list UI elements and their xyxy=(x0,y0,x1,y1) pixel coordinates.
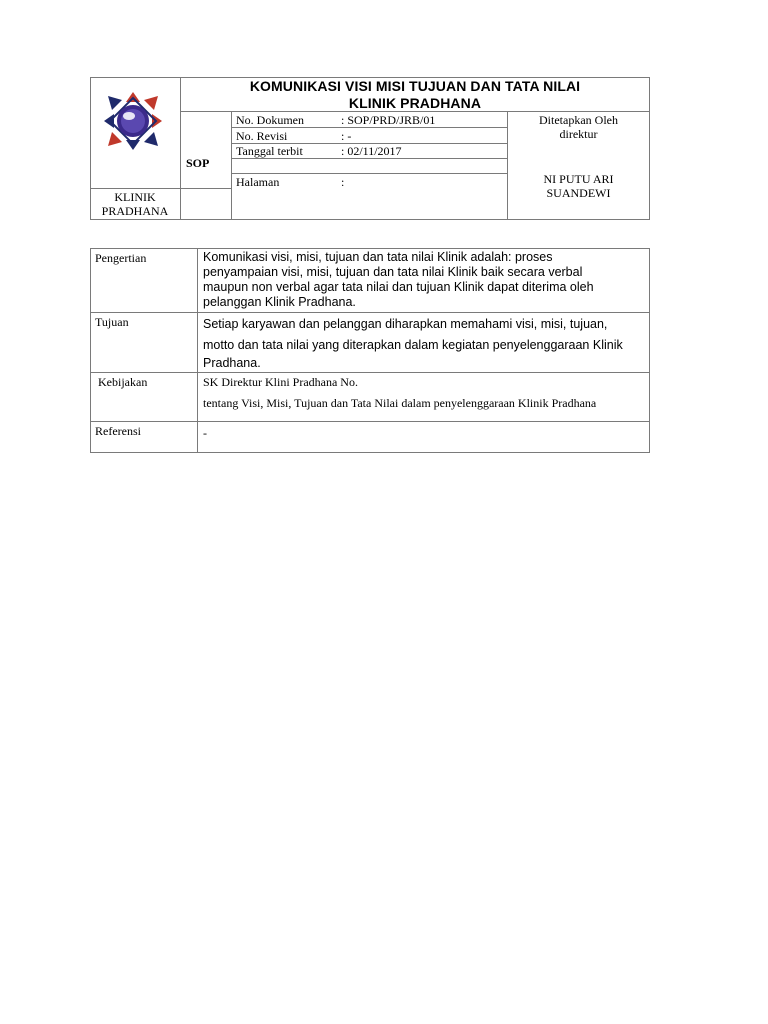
row-text-kebijakan xyxy=(203,375,648,410)
approval-line-2: direktur xyxy=(559,127,598,141)
pengertian-line-1: Komunikasi visi, misi, tujuan dan tata nilai Klinik adalah: proses xyxy=(203,250,553,264)
field-value-no-dokumen: : SOP/PRD/JRB/01 xyxy=(341,113,436,127)
approval-line-1: Ditetapkan Oleh xyxy=(539,113,618,127)
field-label-tanggal-terbit: Tanggal terbit xyxy=(236,144,303,158)
row-text-referensi: - xyxy=(203,426,207,440)
clinic-logo-icon xyxy=(102,90,164,152)
pengertian-line-4: pelanggan Klinik Pradhana. xyxy=(203,295,356,309)
document-title xyxy=(182,78,648,112)
pengertian-line-3: maupun non verbal agar tata nilai dan tujuan Klinik dapat diterima oleh xyxy=(203,280,594,294)
row-text-tujuan xyxy=(203,314,648,370)
clinic-name xyxy=(90,190,180,218)
field-label-halaman: Halaman xyxy=(236,175,280,189)
clinic-name-line-2: PRADHANA xyxy=(101,204,169,218)
signer-line-2: SUANDEWI xyxy=(546,186,611,200)
field-label-no-dokumen: No. Dokumen xyxy=(236,113,304,127)
clinic-name-line-1: KLINIK xyxy=(114,190,156,204)
title-line-2: KLINIK PRADHANA xyxy=(348,95,482,111)
sop-label: SOP xyxy=(186,156,210,170)
field-value-no-revisi: : - xyxy=(341,129,352,143)
pengertian-line-2: penyampaian visi, misi, tujuan dan tata nilai Klinik baik secara verbal xyxy=(203,265,583,279)
tujuan-line-3: Pradhana. xyxy=(203,356,261,370)
row-label-tujuan: Tujuan xyxy=(95,315,129,329)
title-line-1: KOMUNIKASI VISI MISI TUJUAN DAN TATA NILAI xyxy=(249,78,581,94)
kebijakan-line-1: SK Direktur Klini Pradhana No. xyxy=(203,375,358,389)
row-text-pengertian xyxy=(203,250,648,310)
clinic-logo xyxy=(102,90,164,152)
kebijakan-line-2: tentang Visi, Misi, Tujuan dan Tata Nilai dalam penyelenggaraan Klinik Pradhana xyxy=(203,396,597,410)
field-value-tanggal-terbit: : 02/11/2017 xyxy=(341,144,402,158)
tujuan-line-1: Setiap karyawan dan pelanggan diharapkan memahami visi, misi, tujuan, xyxy=(203,317,608,331)
tujuan-line-2: motto dan tata nilai yang diterapkan dalam kegiatan penyelenggaraan Klinik xyxy=(203,338,623,352)
signer-block xyxy=(508,172,649,200)
approval-block xyxy=(508,113,649,141)
row-label-kebijakan: Kebijakan xyxy=(95,375,148,389)
row-label-pengertian: Pengertian xyxy=(95,251,147,265)
signer-line-1: NI PUTU ARI xyxy=(543,172,614,186)
field-value-halaman: : xyxy=(341,175,345,189)
field-label-no-revisi: No. Revisi xyxy=(236,129,288,143)
row-label-referensi: Referensi xyxy=(95,424,141,438)
